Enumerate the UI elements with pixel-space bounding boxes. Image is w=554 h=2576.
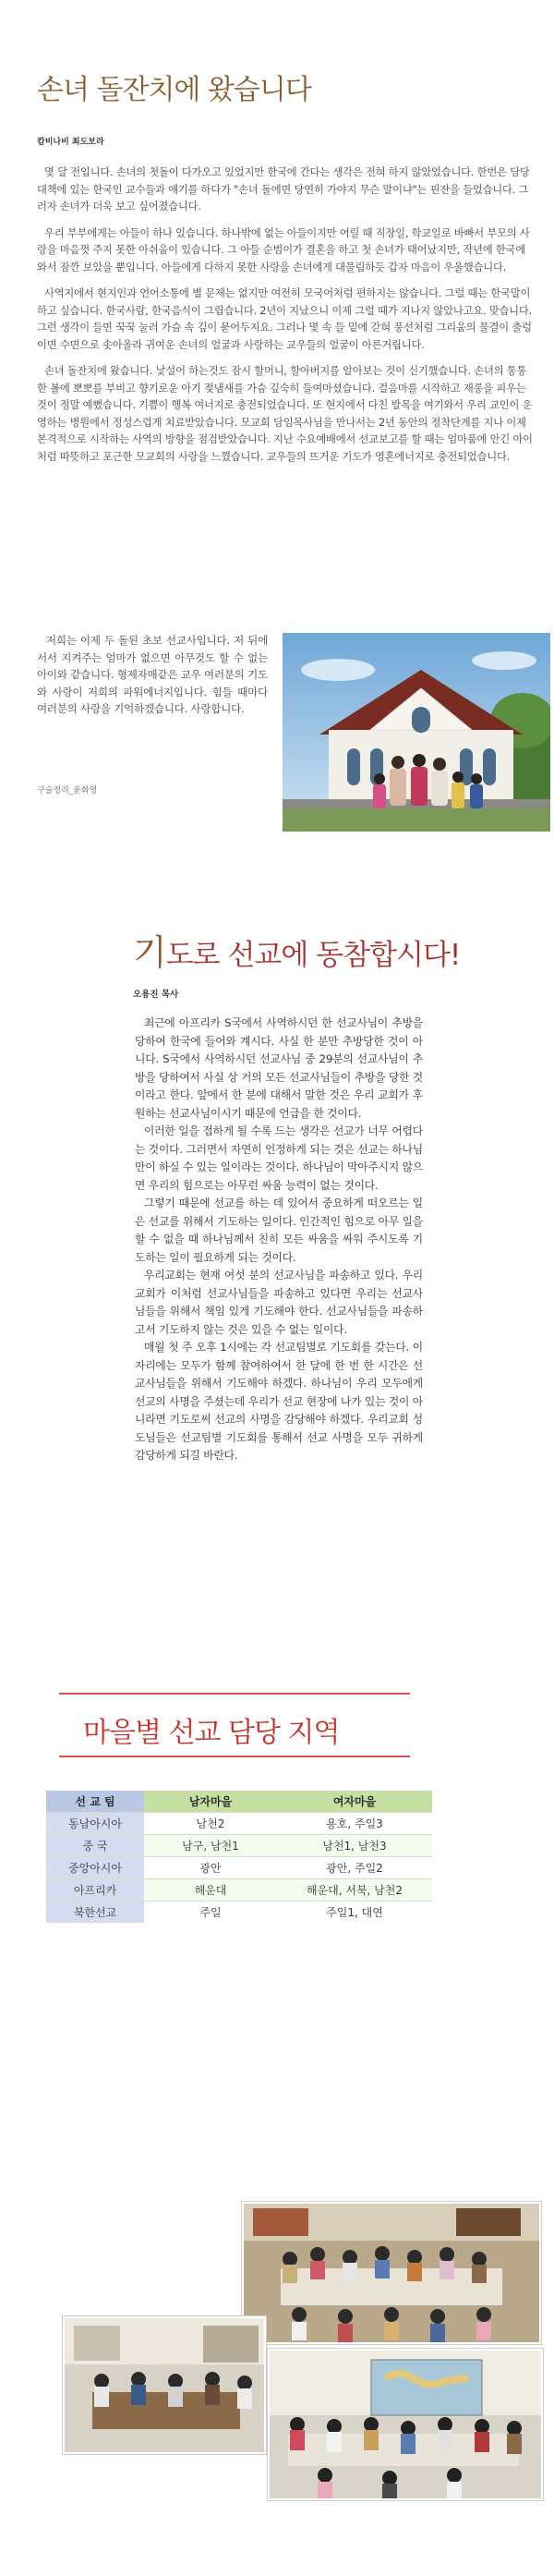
- table-cell-men: 광안: [144, 1857, 277, 1879]
- article2-paragraph: 우리교회는 현재 여섯 분의 선교사님을 파송하고 있다. 우리교회가 이처럼 선교사님들을 파송하고 있다면 우리는 선교사님들을 위해서 책임 있게 기도해야 한다. 선교사님들을 파송하고서 기도하지 않는 것은 있을 수 없는 일이다.: [135, 1269, 423, 1336]
- table-cell-men: 남천2: [144, 1813, 277, 1835]
- church-family-photo: [283, 633, 550, 832]
- article1-title: 손녀 돌잔치에 왔습니다: [37, 74, 311, 106]
- article2-byline: 오용진 목사: [133, 990, 179, 1000]
- regions-table: [46, 1791, 432, 1923]
- article1-paragraph: 몇 달 전입니다. 손녀의 첫돌이 다가오고 있었지만 한국에 간다는 생각은 전혀 하지 않았었습니다. 한번은 담당대책에 있는 한국인 교수들과 얘기를 하다가 "손녀 돌에면 당연히 가야지 무슨 말이냐"는 핀잔을 들었습니다. 그러자 손녀가 더욱 보고 싶어졌습니다.: [37, 166, 530, 213]
- article1-closing: 저희는 이제 두 돌된 초보 선교사입니다. 저 뒤에 서서 지켜주는 엄마가 없으면 아무것도 할 수 없는 아이와 같습니다. 형제자매같은 교우 여러분의 기도와 사랑이 저희의 파워에너지입니다. 힘들 때마다 여러분의 사랑을 기억하겠습니다. 사랑합니다.: [37, 634, 268, 715]
- article1-paragraph: 우리 부부에게는 아들이 하나 있습니다. 하나밖에 없는 아들이지만 어릴 때 직장일, 학교일로 바빠서 부모의 사랑을 마음껏 주지 못한 아쉬움이 있습니다. 그 아들 순범이가 결혼을 하고 첫 손녀가 태어났지만, 작년에 한국에 와서 잠깐 보았을 뿐입니다. 아들에게 다하지 못한 사랑을 손녀에게 대물림하듯 갑자 마음이 우울했습니다.: [37, 226, 530, 273]
- table-cell-women: 주일1, 대연: [277, 1902, 432, 1924]
- regions-title: 마을별 선교 담당 지역: [83, 1717, 340, 1749]
- table-cell-team: 북한선교: [46, 1902, 144, 1924]
- table-header: 여자마을: [277, 1791, 432, 1813]
- table-row: [46, 1879, 432, 1902]
- article2-paragraph: 매월 첫 주 오후 1시에는 각 선교팀별로 기도회를 갖는다. 이 자리에는 모두가 함께 참여하여서 한 달에 한 번 한 시간은 선교사님들을 위해서 기도해야 하겠다. 하나님이 우리 모두에게 선교의 사명을 주셨는데 우리가 선교 현장에 나가 있는 것이 아니라면 기도로써 선교의 사명을 감당해야 하겠다. 우리교회 성도님들은 선교팀별 기도회를 통해서 선교 사명을 모두 귀하게 감당하게 되길 바란다.: [135, 1341, 423, 1462]
- table-cell-men: 남구, 남천1: [144, 1835, 277, 1857]
- table-cell-women: 남천1, 남천3: [277, 1835, 432, 1857]
- article2-body: [135, 1015, 423, 1465]
- table-cell-team: 동남아시아: [46, 1813, 144, 1835]
- article1-credit: 구술정리_윤화영: [37, 786, 98, 796]
- table-row: [46, 1902, 432, 1924]
- prayer-meeting-photo-1: [242, 2202, 541, 2344]
- table-cell-women: 광안, 주일2: [277, 1857, 432, 1879]
- article2-title: [133, 924, 460, 975]
- table-row: [46, 1857, 432, 1879]
- table-cell-team: 중앙아시아: [46, 1857, 144, 1879]
- article1-paragraph: 손녀 돌잔치에 왔습니다. 낯설어 하는것도 잠시 할머니, 할아버지를 알아보는 것이 신기했습니다. 손녀의 통통한 볼에 뽀뽀를 부비고 향기로운 아기 젖냄새를 가슴 깊숙히 들여마셨습니다. 걸음마를 시작하고 재롱을 피우는 것이 정말 예뻤습니다. 기쁨이 행복 여너지로 충전되었습니다. 또 현지에서 다친 발목을 여기와서 우리 교인이 운영하는 병원에서 정성스럽게 치료받았습니다. 모교회 담임목사님을 만나서는 2년 동안의 정착단계를 지나 이제 본격적으로 시작하는 사역의 방향을 점검받았습니다. 지난 수요예배에서 선교보고를 할 때는 엄마품에 안긴 아이처럼 따뜻하고 포근한 모교회의 사랑을 느꼈습니다. 교우들의 뜨거운 기도가 영혼에너지로 충전되었습니다.: [37, 365, 533, 463]
- table-row: [46, 1835, 432, 1857]
- regions-bottom-rule: [59, 1756, 410, 1757]
- table-cell-men: 해운대: [144, 1879, 277, 1902]
- article1-paragraph: 사역지에서 현지인과 언어소통에 별 문제는 없지만 여전히 모국어처럼 편하지는 않습니다. 그럴 때는 한국말이 하고 싶습니다. 한국사람, 한국음식이 그립습니다. 2년이 지났으니 이제 그럴 때가 지나지 않았나고요. 맞습니다. 그런 생각이 들면 꾹꾹 눌러 가슴 속 깊이 묻어두지요. 그러나 몇 속 들 밑에 갇혀 풍선처럼 그리움의 물결이 출렁이면 수면으로 솟아올라 귀여운 손녀의 얼굴과 사랑하는 교우들의 얼굴이 아른거립니다.: [37, 287, 533, 351]
- church-family-illustration: [283, 633, 550, 832]
- table-cell-women: 해운대, 서북, 남천2: [277, 1879, 432, 1902]
- prayer-meeting-photo-2: [63, 2316, 266, 2454]
- article2-paragraph: 이러한 일을 접하게 될 수록 드는 생각은 선교가 너무 어렵다는 것이다. 그러면서 자연히 인정하게 되는 것은 선교는 하나님만이 하실 수 있는 일이라는 것이다. 하나님이 막아주시지 않으면 우리의 힘으로는 아무런 싸움 능력이 없는 것이다.: [135, 1124, 423, 1192]
- table-cell-team: 중 국: [46, 1835, 144, 1857]
- article1-body: [37, 164, 536, 475]
- table-header: 선 교 팀: [46, 1791, 144, 1813]
- article1-byline: 캄비나비 최도보라: [37, 138, 104, 147]
- table-row: [46, 1813, 432, 1835]
- article2-paragraph: 최근에 아프리카 S국에서 사역하시던 한 선교사님이 추방을 당하여 한국에 들어와 계시다. 사실 한 분만 추방당한 것이 아니다. S국에서 사역하시던 선교사님 중 29분의 선교사님이 추방을 당하여서 사실 상 거의 모든 선교사님들이 추방을 당한 것이라고 한다. 앞에서 한 분에 대해서 말한 것은 우리 교회가 후원하는 선교사님이시기 때문에 언급을 한 것이다.: [135, 1016, 423, 1120]
- article2-paragraph: 그렇기 때문에 선교를 하는 데 있어서 중요하게 떠오르는 일은 선교를 위해서 기도하는 일이다. 인간적인 힘으로 아무 일을 할 수 없을 때 하나님께서 친히 모든 싸움을 싸워 주시도록 기도하는 일이 필요하게 되는 것이다.: [135, 1197, 423, 1264]
- prayer-meeting-photo-3: [268, 2349, 543, 2500]
- regions-top-rule: [59, 1693, 410, 1695]
- article2-title-initial: 기: [133, 932, 166, 973]
- table-cell-men: 주일: [144, 1902, 277, 1924]
- prayer-meeting-illustration-1: [244, 2204, 539, 2342]
- table-header: 남자마을: [144, 1791, 277, 1813]
- regions-table-container: [46, 1791, 432, 1923]
- article2-title-rest: 도로 선교에 동참합시다!: [165, 939, 461, 972]
- table-cell-team: 아프리카: [46, 1879, 144, 1902]
- prayer-meeting-illustration-3: [270, 2351, 541, 2498]
- table-cell-women: 용호, 주일3: [277, 1813, 432, 1835]
- table-header-row: [46, 1791, 432, 1813]
- prayer-meeting-illustration-2: [65, 2318, 264, 2452]
